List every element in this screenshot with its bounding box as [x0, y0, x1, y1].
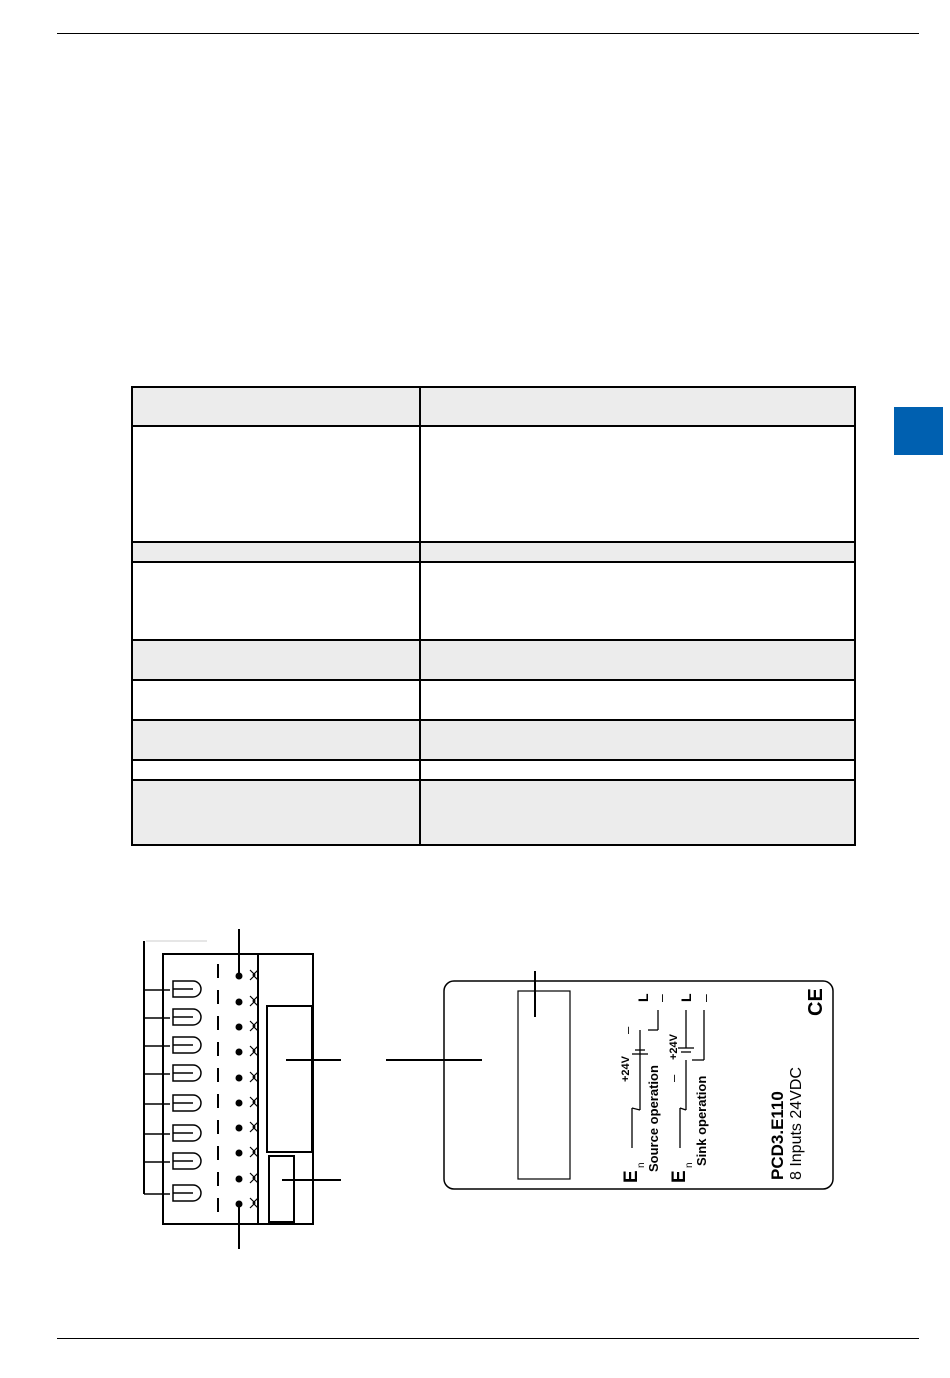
source-input-n: n	[636, 1162, 647, 1168]
product-label	[444, 981, 833, 1189]
source-minus-terminal: –	[653, 994, 669, 1002]
sink-minus: –	[666, 1074, 681, 1082]
footer-rule	[57, 1338, 919, 1339]
sink-operation-label: Sink operation	[694, 1075, 709, 1166]
ce-mark: CE	[805, 988, 827, 1016]
module-description: 8 Inputs 24VDC	[788, 1067, 805, 1180]
source-L: L	[635, 993, 651, 1002]
source-operation-label: Source operation	[646, 1065, 661, 1172]
source-minus: –	[620, 1026, 635, 1034]
source-input-E: E	[621, 1170, 642, 1183]
source-voltage: +24V	[620, 1056, 632, 1082]
terminal-block	[144, 941, 313, 1224]
led-column	[218, 964, 258, 1222]
callout-lines	[239, 929, 535, 1249]
sink-voltage: +24V	[668, 1034, 680, 1060]
sink-L: L	[678, 993, 694, 1002]
screw-terminals	[173, 981, 201, 1201]
module-code: PCD3.E110	[768, 1091, 787, 1180]
sink-minus-terminal: –	[697, 994, 713, 1002]
terminal-wires	[144, 990, 170, 1194]
sink-input-E: E	[669, 1170, 690, 1183]
sink-input-n: n	[684, 1162, 695, 1168]
